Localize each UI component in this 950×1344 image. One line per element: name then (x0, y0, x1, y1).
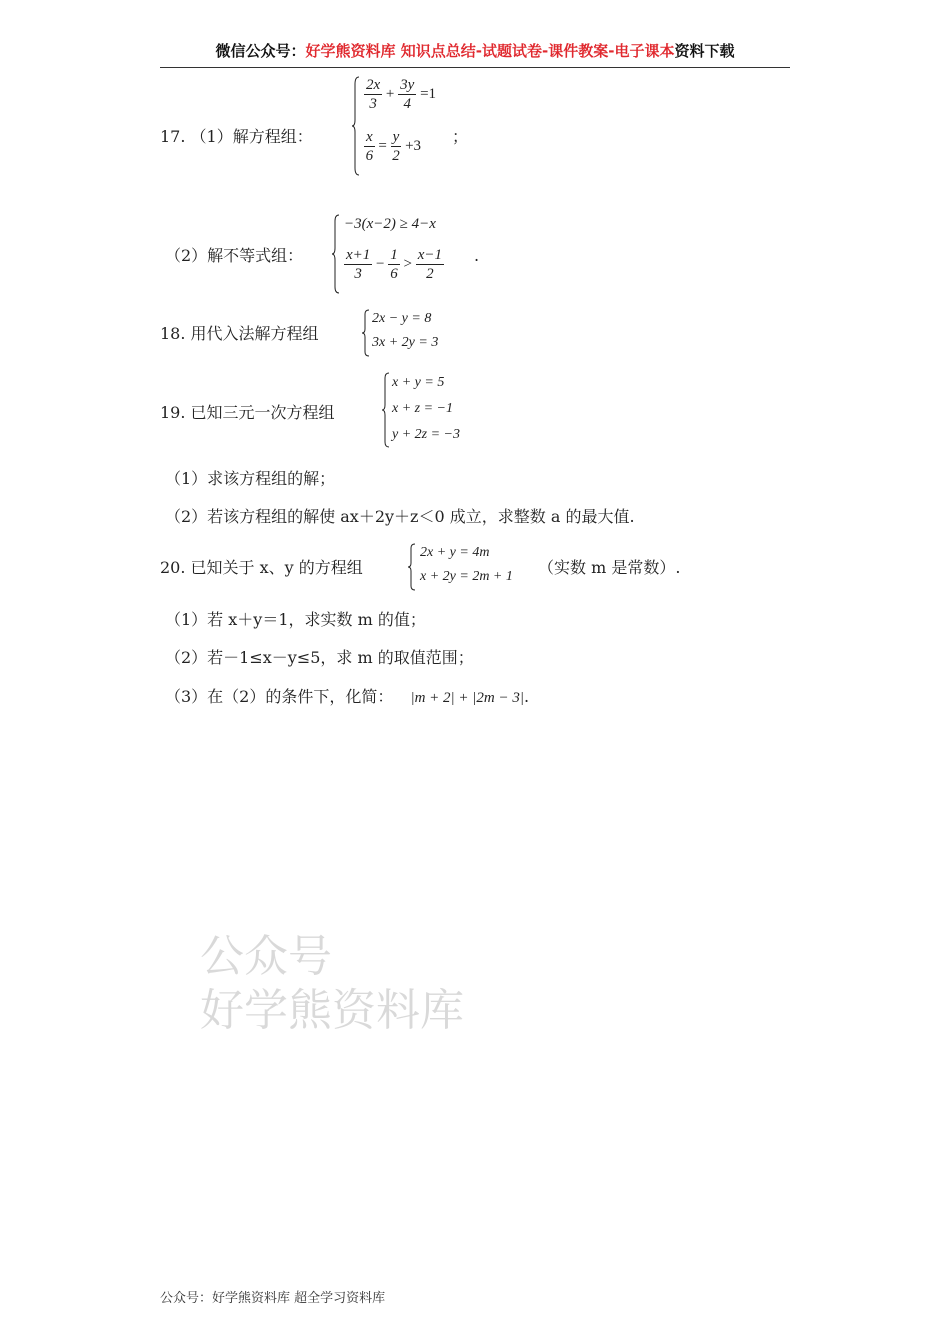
q17-p1-label: 17. （1）解方程组： (160, 127, 313, 146)
header-divider (160, 67, 790, 68)
q17-p2-system (332, 214, 482, 294)
q17-p1-system (352, 76, 462, 176)
q18-row1: 2x − y = 8 (372, 311, 432, 326)
brace-icon (352, 76, 360, 176)
q18-row2: 3x + 2y = 3 (372, 335, 439, 350)
q19-label: 19. 已知三元一次方程组 (160, 403, 335, 422)
q20-label: 20. 已知关于 x、y 的方程组 (160, 558, 363, 577)
q17-p1-end: ； (452, 127, 469, 146)
page-header (160, 40, 790, 61)
q20-note: （实数 m 是常数）. (538, 558, 681, 577)
q20-part3-end: . (524, 687, 530, 706)
q20-system (408, 543, 538, 591)
q19-row3: y + 2z = −3 (392, 427, 461, 442)
page-footer: 公众号：好学熊资料库 超全学习资料库 (160, 1291, 386, 1306)
q18-label: 18. 用代入法解方程组 (160, 324, 319, 343)
q17-p1-row2: $\frac{x}{6}$ = $\frac{y}{2}$ +3 (365, 129, 422, 164)
q20-row2: x + 2y = 2m + 1 (420, 569, 513, 584)
watermark-line2: 好学熊资料库 (200, 985, 464, 1036)
brace-icon (362, 309, 370, 357)
header-red-text: 好学熊资料库 知识点总结-试题试卷-课件教案-电子课本 (305, 42, 675, 60)
header-prefix: 微信公众号： (215, 42, 306, 60)
q19-part1: （1）求该方程组的解； (165, 469, 336, 488)
q19-row2: x + z = −1 (392, 401, 454, 416)
q20-row1: 2x + y = 4m (420, 545, 490, 560)
q19-part2: （2）若该方程组的解使 ax＋2y＋z＜0 成立，求整数 a 的最大值. (165, 507, 635, 526)
q20-part3-expr: |m + 2| + |2m − 3| (410, 690, 524, 706)
brace-icon (382, 372, 390, 448)
q17-p2-end: . (474, 246, 480, 265)
q19-row1: x + y = 5 (392, 375, 445, 390)
q20-part2: （2）若－1≤x－y≤5，求 m 的取值范围； (165, 648, 474, 667)
q17-p2-row1: −3(x−2) ≥ 4−x (344, 216, 436, 232)
q17-p2-row2: $\frac{x+1}{3}$ − $\frac{1}{6}$ > $\frac{x-1}{2}$ (346, 247, 442, 282)
watermark-line1: 公众号 (200, 931, 332, 982)
q19-system (382, 372, 492, 448)
brace-icon (332, 214, 340, 294)
brace-icon (408, 543, 416, 591)
q20-part3-text: （3）在（2）的条件下，化简： (165, 687, 394, 706)
q17-p1-row1: $\frac{2x}{3}$ + $\frac{3y}{4}$ =1 (366, 77, 437, 112)
header-suffix: 资料下载 (674, 42, 735, 60)
q20-part1: （1）若 x＋y＝1，求实数 m 的值； (165, 610, 426, 629)
q17-p2-label: （2）解不等式组： (165, 246, 304, 265)
q18-system (362, 309, 472, 357)
q20-part3 (165, 687, 529, 708)
watermark (200, 930, 464, 1038)
